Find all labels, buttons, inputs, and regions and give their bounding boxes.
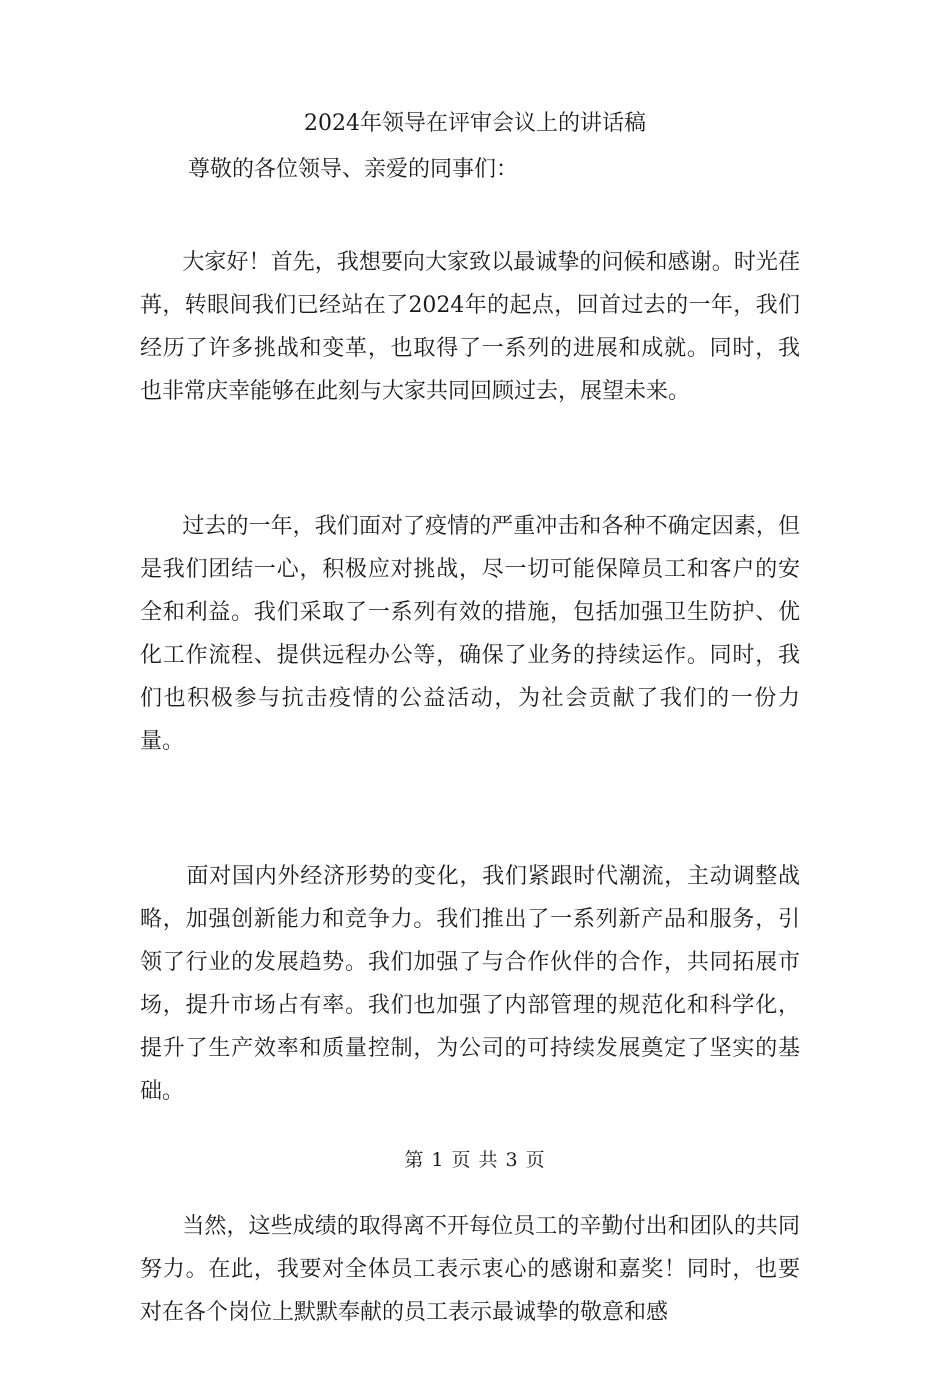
paragraph-4-line-2: 共同努力。在此，我要对全体员工表示衷心的感谢和嘉奖！同 xyxy=(140,1214,800,1282)
paragraph-2-line-1: 过去的一年，我们面对了疫情的严重冲击和各种不确定因 xyxy=(182,514,734,539)
greeting-line: 尊敬的各位领导、亲爱的同事们： xyxy=(188,157,519,182)
paragraph-3-line-2: 战略，加强创新能力和竞争力。我们推出了一系列新产品和服 xyxy=(140,864,800,932)
paragraph-3-line-5: 和科学化，提升了生产效率和质量控制，为公司的可持续发展奠 xyxy=(140,993,800,1061)
paragraph-1-line-5: 未来。 xyxy=(624,379,691,404)
paragraph-3-line-1: 面对国内外经济形势的变化，我们紧跟时代潮流，主动调整 xyxy=(186,864,778,889)
paragraph-1-line-3: 年，我们经历了许多挑战和变革，也取得了一系列的进展和成 xyxy=(140,293,800,361)
paragraph-1-line-4: 就。同时，我也非常庆幸能够在此刻与大家共同回顾过去，展望 xyxy=(140,336,800,404)
paragraph-1 xyxy=(140,198,800,456)
paragraph-2 xyxy=(140,462,800,806)
document-body xyxy=(140,150,800,1383)
paragraph-2-line-6: 我们的一份力量。 xyxy=(140,686,800,754)
page-number-footer: 第 1 页 共 3 页 xyxy=(404,1149,546,1171)
paragraph-3-line-6: 定了坚实的基础。 xyxy=(140,1036,800,1104)
paragraph-1-line-2: 光荏苒，转眼间我们已经站在了2024年的起点，回首过去的一 xyxy=(140,250,800,318)
paragraph-2-line-5: 作。同时，我们也积极参与抗击疫情的公益活动，为社会贡献了 xyxy=(140,643,800,711)
paragraph-4-line-3: 时，也要对在各个岗位上默默奉献的员工表示最诚挚的敬意和感 xyxy=(140,1257,800,1325)
paragraph-4 xyxy=(140,1162,800,1377)
paragraph-3-line-4: 同拓展市场，提升市场占有率。我们也加强了内部管理的规范化 xyxy=(140,950,800,1018)
paragraph-4-line-1: 当然，这些成绩的取得离不开每位员工的辛勤付出和团队的 xyxy=(182,1214,756,1239)
paragraph-2-line-2: 素，但是我们团结一心，积极应对挑战，尽一切可能保障员工和 xyxy=(140,514,800,582)
paragraph-3 xyxy=(140,812,800,1156)
paragraph-2-line-4: 生防护、优化工作流程、提供远程办公等，确保了业务的持续运 xyxy=(140,600,800,668)
paragraph-2-line-3: 客户的安全和利益。我们采取了一系列有效的措施，包括加强卫 xyxy=(140,557,800,625)
page-title: 2024年领导在评审会议上的讲话稿 xyxy=(304,111,646,136)
paragraph-1-line-1: 大家好！首先，我想要向大家致以最诚挚的问候和感谢。时 xyxy=(182,250,756,275)
paragraph-3-line-3: 务，引领了行业的发展趋势。我们加强了与合作伙伴的合作，共 xyxy=(140,907,800,975)
